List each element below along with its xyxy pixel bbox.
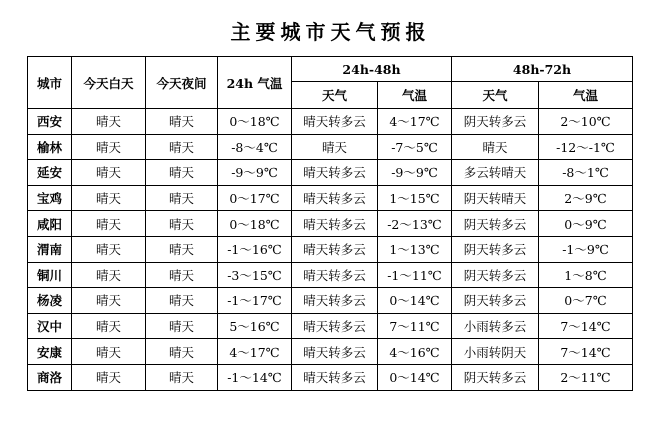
city-cell: 铜川: [28, 262, 72, 288]
today-day-cell: 晴天: [72, 211, 146, 237]
header-temp-24h: 24h 气温: [218, 57, 292, 109]
weather-48h-cell: 晴天转多云: [292, 364, 378, 390]
temp-72h-cell: 2～9℃: [539, 185, 633, 211]
temp-48h-cell: -7～5℃: [378, 134, 452, 160]
temp-24h-cell: 4～17℃: [218, 339, 292, 365]
weather-72h-cell: 阴天转多云: [452, 288, 539, 314]
table-row: [28, 160, 633, 186]
temp-48h-cell: 0～14℃: [378, 364, 452, 390]
temp-24h-cell: -8～4℃: [218, 134, 292, 160]
weather-48h-cell: 晴天转多云: [292, 109, 378, 135]
weather-48h-cell: 晴天转多云: [292, 236, 378, 262]
city-cell: 宝鸡: [28, 185, 72, 211]
temp-24h-cell: -9～9℃: [218, 160, 292, 186]
weather-48h-cell: 晴天转多云: [292, 313, 378, 339]
city-cell: 商洛: [28, 364, 72, 390]
table-row: [28, 109, 633, 135]
weather-48h-cell: 晴天转多云: [292, 160, 378, 186]
today-day-cell: 晴天: [72, 236, 146, 262]
today-night-cell: 晴天: [146, 109, 218, 135]
temp-72h-cell: 2～11℃: [539, 364, 633, 390]
temp-24h-cell: -1～17℃: [218, 288, 292, 314]
table-row: [28, 185, 633, 211]
temp-48h-cell: -1～11℃: [378, 262, 452, 288]
table-row: [28, 262, 633, 288]
temp-48h-cell: -9～9℃: [378, 160, 452, 186]
today-night-cell: 晴天: [146, 236, 218, 262]
header-weather-72h: 天气: [452, 82, 539, 109]
temp-72h-cell: 7～14℃: [539, 339, 633, 365]
weather-72h-cell: 晴天: [452, 134, 539, 160]
table-row: [28, 236, 633, 262]
temp-72h-cell: 0～9℃: [539, 211, 633, 237]
temp-48h-cell: 7～11℃: [378, 313, 452, 339]
temp-24h-cell: 0～17℃: [218, 185, 292, 211]
temp-24h-cell: -3～15℃: [218, 262, 292, 288]
table-row: [28, 339, 633, 365]
temp-72h-cell: 0～7℃: [539, 288, 633, 314]
today-night-cell: 晴天: [146, 160, 218, 186]
temp-48h-cell: 0～14℃: [378, 288, 452, 314]
weather-72h-cell: 小雨转多云: [452, 313, 539, 339]
today-night-cell: 晴天: [146, 262, 218, 288]
temp-72h-cell: -1～9℃: [539, 236, 633, 262]
weather-72h-cell: 阴天转多云: [452, 236, 539, 262]
today-day-cell: 晴天: [72, 134, 146, 160]
weather-72h-cell: 阴天转多云: [452, 262, 539, 288]
header-weather-48h: 天气: [292, 82, 378, 109]
city-cell: 汉中: [28, 313, 72, 339]
temp-24h-cell: 5～16℃: [218, 313, 292, 339]
weather-72h-cell: 阴天转多云: [452, 364, 539, 390]
city-cell: 榆林: [28, 134, 72, 160]
weather-72h-cell: 多云转晴天: [452, 160, 539, 186]
page-title: 主要城市天气预报: [230, 20, 431, 44]
today-day-cell: 晴天: [72, 185, 146, 211]
temp-72h-cell: -8～1℃: [539, 160, 633, 186]
temp-72h-cell: 7～14℃: [539, 313, 633, 339]
header-period-24-48: 24h-48h: [292, 57, 452, 82]
today-night-cell: 晴天: [146, 288, 218, 314]
today-night-cell: 晴天: [146, 211, 218, 237]
temp-24h-cell: -1～16℃: [218, 236, 292, 262]
city-cell: 安康: [28, 339, 72, 365]
today-day-cell: 晴天: [72, 364, 146, 390]
table-row: [28, 313, 633, 339]
table-row: [28, 134, 633, 160]
temp-48h-cell: 1～15℃: [378, 185, 452, 211]
header-today-night: 今天夜间: [146, 57, 218, 109]
today-day-cell: 晴天: [72, 160, 146, 186]
today-night-cell: 晴天: [146, 339, 218, 365]
weather-48h-cell: 晴天: [292, 134, 378, 160]
weather-72h-cell: 阴天转多云: [452, 109, 539, 135]
temp-24h-cell: 0～18℃: [218, 211, 292, 237]
table-row: [28, 364, 633, 390]
header-city: 城市: [28, 57, 72, 109]
city-cell: 咸阳: [28, 211, 72, 237]
weather-72h-cell: 阴天转多云: [452, 211, 539, 237]
temp-24h-cell: 0～18℃: [218, 109, 292, 135]
header-today-day: 今天白天: [72, 57, 146, 109]
today-night-cell: 晴天: [146, 313, 218, 339]
today-day-cell: 晴天: [72, 262, 146, 288]
city-cell: 杨凌: [28, 288, 72, 314]
weather-48h-cell: 晴天转多云: [292, 339, 378, 365]
table-row: [28, 288, 633, 314]
weather-72h-cell: 小雨转阴天: [452, 339, 539, 365]
today-night-cell: 晴天: [146, 185, 218, 211]
header-period-48-72: 48h-72h: [452, 57, 633, 82]
city-cell: 延安: [28, 160, 72, 186]
header-temp-48h: 气温: [378, 82, 452, 109]
temp-48h-cell: 4～16℃: [378, 339, 452, 365]
today-day-cell: 晴天: [72, 339, 146, 365]
temp-72h-cell: -12～-1℃: [539, 134, 633, 160]
weather-72h-cell: 阴天转晴天: [452, 185, 539, 211]
today-day-cell: 晴天: [72, 313, 146, 339]
weather-48h-cell: 晴天转多云: [292, 262, 378, 288]
today-night-cell: 晴天: [146, 364, 218, 390]
city-cell: 渭南: [28, 236, 72, 262]
city-cell: 西安: [28, 109, 72, 135]
today-day-cell: 晴天: [72, 109, 146, 135]
today-night-cell: 晴天: [146, 134, 218, 160]
weather-forecast-table: [27, 56, 633, 391]
temp-72h-cell: 2～10℃: [539, 109, 633, 135]
today-day-cell: 晴天: [72, 288, 146, 314]
temp-48h-cell: -2～13℃: [378, 211, 452, 237]
table-header-row: [28, 57, 633, 82]
header-temp-72h: 气温: [539, 82, 633, 109]
weather-48h-cell: 晴天转多云: [292, 185, 378, 211]
temp-48h-cell: 4～17℃: [378, 109, 452, 135]
temp-72h-cell: 1～8℃: [539, 262, 633, 288]
temp-48h-cell: 1～13℃: [378, 236, 452, 262]
weather-48h-cell: 晴天转多云: [292, 211, 378, 237]
table-row: [28, 211, 633, 237]
temp-24h-cell: -1～14℃: [218, 364, 292, 390]
weather-48h-cell: 晴天转多云: [292, 288, 378, 314]
